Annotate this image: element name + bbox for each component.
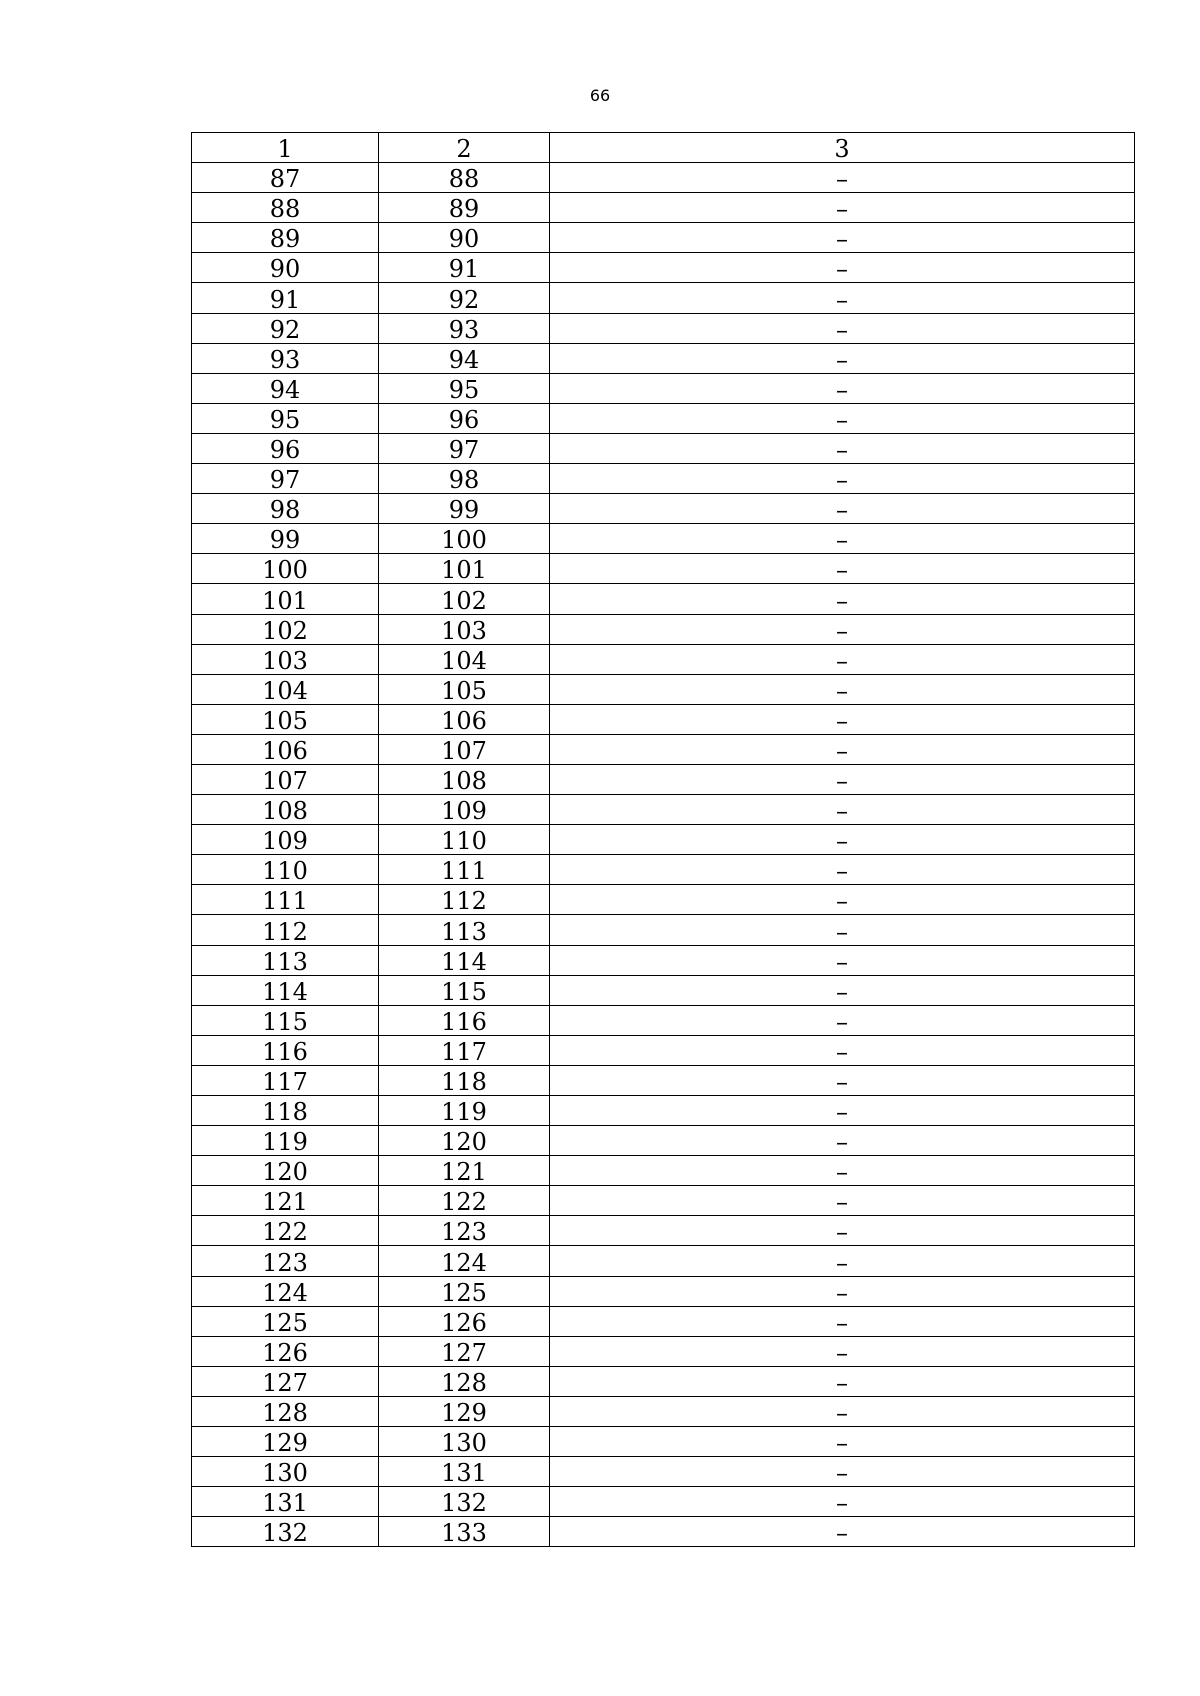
table-cell-col-2: 106: [379, 704, 550, 734]
table-cell-col-1: 118: [192, 1096, 379, 1126]
table-cell-col-1: 121: [192, 1186, 379, 1216]
table-cell-col-2: 110: [379, 825, 550, 855]
table-cell-col-2: 114: [379, 945, 550, 975]
table-cell-col-3: –: [550, 1366, 1135, 1396]
table-cell-col-3: –: [550, 1336, 1135, 1366]
table-cell-col-3: –: [550, 1396, 1135, 1426]
table-cell-col-3: –: [550, 433, 1135, 463]
table-cell-col-1: 88: [192, 193, 379, 223]
table-cell-col-1: 112: [192, 915, 379, 945]
column-header-2: 2: [379, 133, 550, 163]
table-cell-col-2: 113: [379, 915, 550, 945]
table-cell-col-3: –: [550, 1487, 1135, 1517]
table-cell-col-3: –: [550, 1156, 1135, 1186]
table-cell-col-2: 107: [379, 734, 550, 764]
table-cell-col-2: 126: [379, 1306, 550, 1336]
table-cell-col-1: 106: [192, 734, 379, 764]
table-cell-col-3: –: [550, 1276, 1135, 1306]
table-row: [192, 704, 1135, 734]
table-row: [192, 975, 1135, 1005]
table-row: [192, 1186, 1135, 1216]
table-row: [192, 1005, 1135, 1035]
table-row: [192, 524, 1135, 554]
table-row: [192, 1306, 1135, 1336]
table-cell-col-3: –: [550, 945, 1135, 975]
table-cell-col-2: 98: [379, 464, 550, 494]
table-cell-col-2: 117: [379, 1035, 550, 1065]
table-cell-col-1: 127: [192, 1366, 379, 1396]
table-row: [192, 1487, 1135, 1517]
table-cell-col-3: –: [550, 283, 1135, 313]
table-cell-col-2: 108: [379, 764, 550, 794]
table-row: [192, 1276, 1135, 1306]
table-cell-col-3: –: [550, 1427, 1135, 1457]
table-cell-col-2: 88: [379, 163, 550, 193]
table-row: [192, 734, 1135, 764]
table-body: [192, 133, 1135, 1547]
table-cell-col-1: 117: [192, 1065, 379, 1095]
table-row: [192, 644, 1135, 674]
table-cell-col-3: –: [550, 1186, 1135, 1216]
table-cell-col-1: 132: [192, 1517, 379, 1547]
table-cell-col-3: –: [550, 193, 1135, 223]
table-cell-col-2: 99: [379, 494, 550, 524]
table-cell-col-3: –: [550, 1216, 1135, 1246]
table-row: [192, 1396, 1135, 1426]
table-cell-col-1: 104: [192, 674, 379, 704]
column-header-3: 3: [550, 133, 1135, 163]
table-cell-col-2: 115: [379, 975, 550, 1005]
table-cell-col-1: 94: [192, 373, 379, 403]
table-cell-col-2: 116: [379, 1005, 550, 1035]
table-cell-col-1: 103: [192, 644, 379, 674]
table-row: [192, 1156, 1135, 1186]
table-cell-col-3: –: [550, 674, 1135, 704]
table-cell-col-1: 115: [192, 1005, 379, 1035]
table-cell-col-3: –: [550, 223, 1135, 253]
table-cell-col-3: –: [550, 494, 1135, 524]
table-cell-col-3: –: [550, 1096, 1135, 1126]
table-row: [192, 1457, 1135, 1487]
table-cell-col-2: 102: [379, 584, 550, 614]
table-row: [192, 283, 1135, 313]
table-cell-col-1: 91: [192, 283, 379, 313]
table-cell-col-3: –: [550, 554, 1135, 584]
table-cell-col-2: 118: [379, 1065, 550, 1095]
table-row: [192, 1126, 1135, 1156]
table-row: [192, 614, 1135, 644]
table-cell-col-2: 100: [379, 524, 550, 554]
table-cell-col-1: 96: [192, 433, 379, 463]
page-number: 66: [589, 86, 611, 105]
table-cell-col-3: –: [550, 1065, 1135, 1095]
table-row: [192, 764, 1135, 794]
table-cell-col-3: –: [550, 163, 1135, 193]
table-cell-col-2: 105: [379, 674, 550, 704]
table-row: [192, 253, 1135, 283]
table-cell-col-3: –: [550, 795, 1135, 825]
data-table: [191, 132, 1135, 1547]
table-row: [192, 945, 1135, 975]
table-row: [192, 1065, 1135, 1095]
table-row: [192, 494, 1135, 524]
table-cell-col-2: 93: [379, 313, 550, 343]
table-cell-col-2: 120: [379, 1126, 550, 1156]
table-cell-col-3: –: [550, 855, 1135, 885]
table-row: [192, 343, 1135, 373]
table-cell-col-1: 109: [192, 825, 379, 855]
table-cell-col-2: 123: [379, 1216, 550, 1246]
table-cell-col-3: –: [550, 644, 1135, 674]
table-cell-col-1: 120: [192, 1156, 379, 1186]
table-cell-col-3: –: [550, 734, 1135, 764]
table-cell-col-2: 122: [379, 1186, 550, 1216]
table-cell-col-1: 129: [192, 1427, 379, 1457]
table-cell-col-2: 91: [379, 253, 550, 283]
table-row: [192, 584, 1135, 614]
table-cell-col-2: 130: [379, 1427, 550, 1457]
table-cell-col-3: –: [550, 1035, 1135, 1065]
table-row: [192, 1427, 1135, 1457]
table-cell-col-2: 109: [379, 795, 550, 825]
table-row: [192, 915, 1135, 945]
table-row: [192, 193, 1135, 223]
table-cell-col-1: 130: [192, 1457, 379, 1487]
table-cell-col-1: 116: [192, 1035, 379, 1065]
table-row: [192, 1517, 1135, 1547]
table-row: [192, 223, 1135, 253]
table-row: [192, 1366, 1135, 1396]
table-cell-col-3: –: [550, 1457, 1135, 1487]
table-cell-col-2: 132: [379, 1487, 550, 1517]
table-cell-col-3: –: [550, 764, 1135, 794]
table-cell-col-3: –: [550, 704, 1135, 734]
table-cell-col-1: 100: [192, 554, 379, 584]
table-cell-col-1: 92: [192, 313, 379, 343]
table-cell-col-1: 98: [192, 494, 379, 524]
table-cell-col-2: 127: [379, 1336, 550, 1366]
table-cell-col-1: 102: [192, 614, 379, 644]
table-cell-col-2: 112: [379, 885, 550, 915]
table-cell-col-2: 89: [379, 193, 550, 223]
table-cell-col-2: 124: [379, 1246, 550, 1276]
table-cell-col-1: 122: [192, 1216, 379, 1246]
table-cell-col-1: 131: [192, 1487, 379, 1517]
table-row: [192, 1336, 1135, 1366]
table-cell-col-1: 110: [192, 855, 379, 885]
table-cell-col-2: 97: [379, 433, 550, 463]
table-cell-col-2: 104: [379, 644, 550, 674]
table-cell-col-2: 101: [379, 554, 550, 584]
table-row: [192, 464, 1135, 494]
table-cell-col-1: 128: [192, 1396, 379, 1426]
table-cell-col-2: 94: [379, 343, 550, 373]
table-row: [192, 795, 1135, 825]
table-cell-col-2: 90: [379, 223, 550, 253]
table-cell-col-3: –: [550, 975, 1135, 1005]
table-cell-col-2: 128: [379, 1366, 550, 1396]
table-cell-col-1: 107: [192, 764, 379, 794]
table-cell-col-1: 89: [192, 223, 379, 253]
table-header-row: [192, 133, 1135, 163]
table-cell-col-3: –: [550, 524, 1135, 554]
table-cell-col-3: –: [550, 885, 1135, 915]
table-cell-col-1: 87: [192, 163, 379, 193]
table-cell-col-1: 126: [192, 1336, 379, 1366]
table-row: [192, 1216, 1135, 1246]
table-cell-col-1: 99: [192, 524, 379, 554]
table-cell-col-2: 125: [379, 1276, 550, 1306]
table-cell-col-2: 119: [379, 1096, 550, 1126]
table-cell-col-3: –: [550, 464, 1135, 494]
table-cell-col-1: 108: [192, 795, 379, 825]
table-row: [192, 825, 1135, 855]
table-cell-col-1: 113: [192, 945, 379, 975]
table-cell-col-1: 97: [192, 464, 379, 494]
table-cell-col-1: 125: [192, 1306, 379, 1336]
table-cell-col-2: 92: [379, 283, 550, 313]
table-cell-col-2: 121: [379, 1156, 550, 1186]
table-row: [192, 1246, 1135, 1276]
table-cell-col-2: 133: [379, 1517, 550, 1547]
table-cell-col-3: –: [550, 1246, 1135, 1276]
table-cell-col-3: –: [550, 1306, 1135, 1336]
table-cell-col-2: 111: [379, 855, 550, 885]
column-header-1: 1: [192, 133, 379, 163]
table-row: [192, 855, 1135, 885]
table-cell-col-1: 124: [192, 1276, 379, 1306]
table-cell-col-3: –: [550, 584, 1135, 614]
table-cell-col-2: 129: [379, 1396, 550, 1426]
table-cell-col-1: 101: [192, 584, 379, 614]
table-cell-col-2: 95: [379, 373, 550, 403]
table-cell-col-3: –: [550, 403, 1135, 433]
table-cell-col-3: –: [550, 915, 1135, 945]
table-cell-col-3: –: [550, 253, 1135, 283]
table-cell-col-1: 95: [192, 403, 379, 433]
table-cell-col-1: 111: [192, 885, 379, 915]
table-cell-col-3: –: [550, 343, 1135, 373]
table-cell-col-2: 96: [379, 403, 550, 433]
table-cell-col-3: –: [550, 1005, 1135, 1035]
table-cell-col-3: –: [550, 313, 1135, 343]
table-row: [192, 1035, 1135, 1065]
table-row: [192, 885, 1135, 915]
table-cell-col-3: –: [550, 1517, 1135, 1547]
table-cell-col-3: –: [550, 825, 1135, 855]
table-row: [192, 163, 1135, 193]
table-cell-col-1: 90: [192, 253, 379, 283]
table-cell-col-3: –: [550, 373, 1135, 403]
table-cell-col-2: 103: [379, 614, 550, 644]
table-cell-col-1: 119: [192, 1126, 379, 1156]
table-row: [192, 373, 1135, 403]
table-cell-col-1: 105: [192, 704, 379, 734]
table-cell-col-3: –: [550, 1126, 1135, 1156]
table-row: [192, 403, 1135, 433]
table-row: [192, 1096, 1135, 1126]
table-cell-col-1: 123: [192, 1246, 379, 1276]
table-cell-col-3: –: [550, 614, 1135, 644]
table-cell-col-1: 114: [192, 975, 379, 1005]
table-cell-col-1: 93: [192, 343, 379, 373]
table-row: [192, 433, 1135, 463]
table-row: [192, 554, 1135, 584]
table-cell-col-2: 131: [379, 1457, 550, 1487]
table-row: [192, 313, 1135, 343]
table-row: [192, 674, 1135, 704]
